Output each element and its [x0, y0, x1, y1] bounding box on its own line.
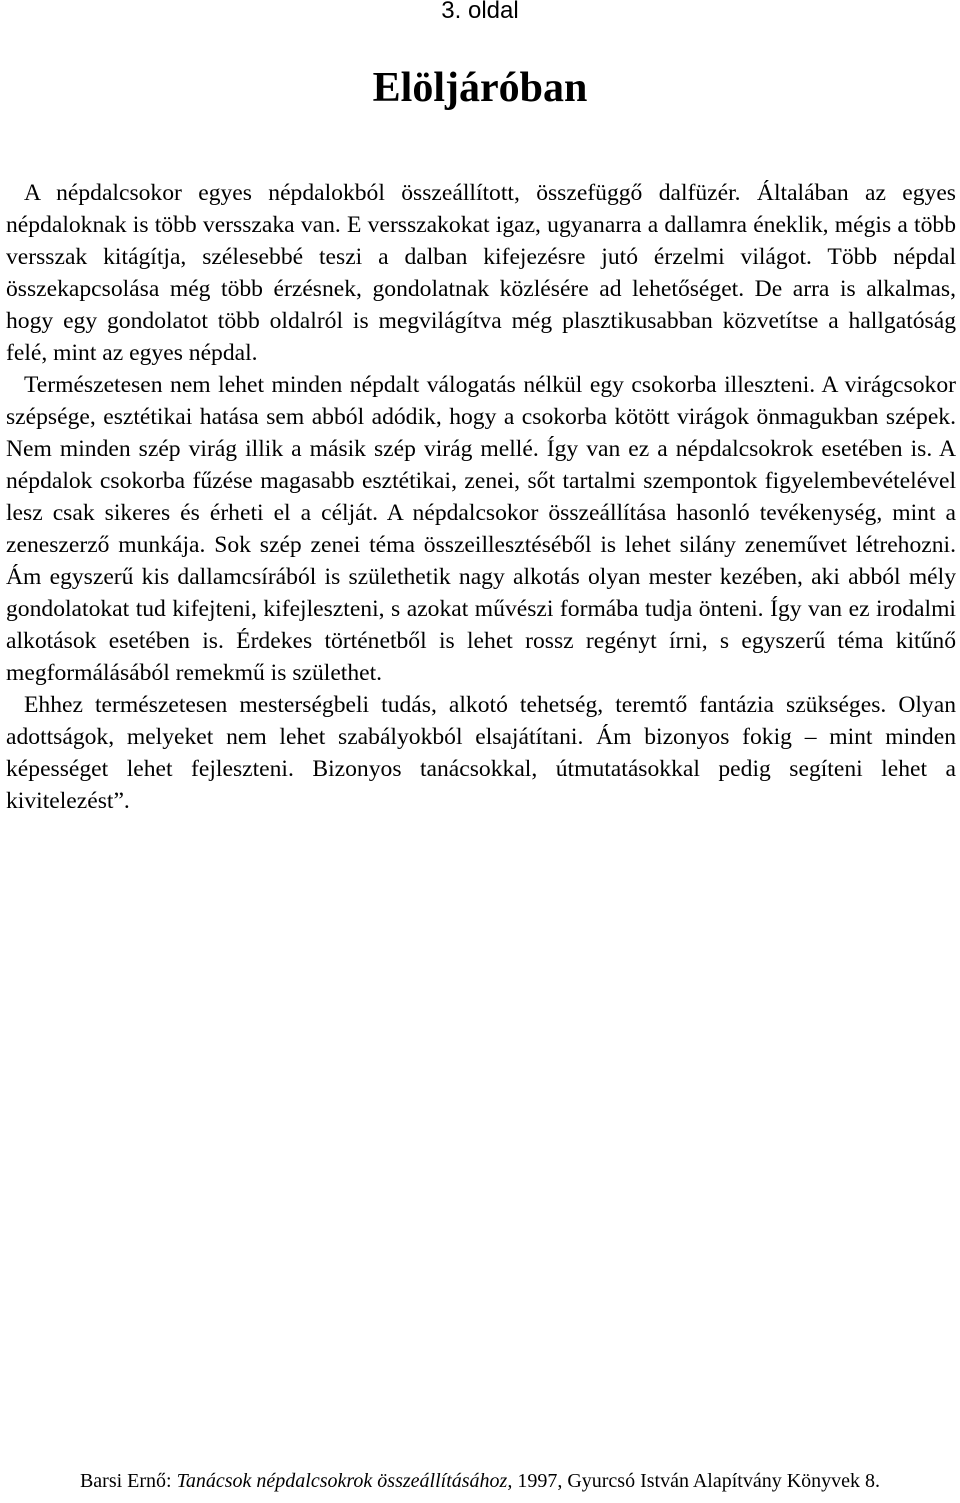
paragraph-1: A népdalcsokor egyes népdalokból összeállított, összefüggő dalfüzér. Általában az egyes népdaloknak is több versszaka van. E versszakokat igaz, ugyanarra a dallamra éneklik, mégis a több versszak kitágítja, szélesebbé teszi a dalban kifejezésre jutó érzelmi világot. Több népdal összekapcsolása még több érzésnek, gondolatnak közlésére ad lehetőséget. De arra is alkalmas, hogy egy gondolatot több oldalról is megvilágítva még plasztikusabban közvetítse a hallgatóság felé, mint az egyes népdal.	[6, 180, 956, 366]
footer-publication: 1997, Gyurcsó István Alapítvány Könyvek 8.	[512, 1470, 881, 1492]
footer-book-title: Tanácsok népdalcsokrok összeállításához,	[176, 1470, 513, 1492]
paragraph-3: Ehhez természetesen mesterségbeli tudás, alkotó tehetség, teremtő fantázia szükséges. Olyan adottságok, melyeket nem lehet szabályokból elsajátítani. Ám bizonyos fokig – mint minden képességet lehet fejleszteni. Bizonyos tanácsokkal, útmutatásokkal pedig segíteni lehet a kivitelezést”.	[6, 692, 956, 814]
page-title: Elöljáróban	[372, 65, 588, 111]
paragraph-2: Természetesen nem lehet minden népdalt válogatás nélkül egy csokorba illeszteni. A virágcsokor szépsége, esztétikai hatása sem abból adódik, hogy a csokorba kötött virágok önmagukban szépek. Nem minden szép virág illik a másik szép virág mellé. Így van ez a népdalcsokrok esetében is. A népdalok csokorba fűzése magasabb esztétikai, zenei, sőt tartalmi szempontok figyelembevételével lesz csak sikeres és érheti el a célját. A népdalcsokor összeállítása hasonló tevékenység, mint a zeneszerző munkája. Sok szép zenei téma összeillesztéséből is lehet silány zeneművet létrehozni. Ám egyszerű kis dallamcsírából is születhetik nagy alkotás olyan mester kezében, aki abból mély gondolatokat tud kifejteni, kifejleszteni, s azokat művészi formába tudja önteni. Így van ez irodalmi alkotások esetében is. Érdekes történetből is lehet rossz regényt írni, s egyszerű téma kitűnő megformálásából remekmű is születhet.	[6, 372, 956, 686]
footer-author: Barsi Ernő:	[79, 1470, 177, 1492]
page-number: 3. oldal	[441, 0, 519, 24]
body-text	[6, 177, 956, 817]
footer-citation	[0, 1468, 960, 1494]
